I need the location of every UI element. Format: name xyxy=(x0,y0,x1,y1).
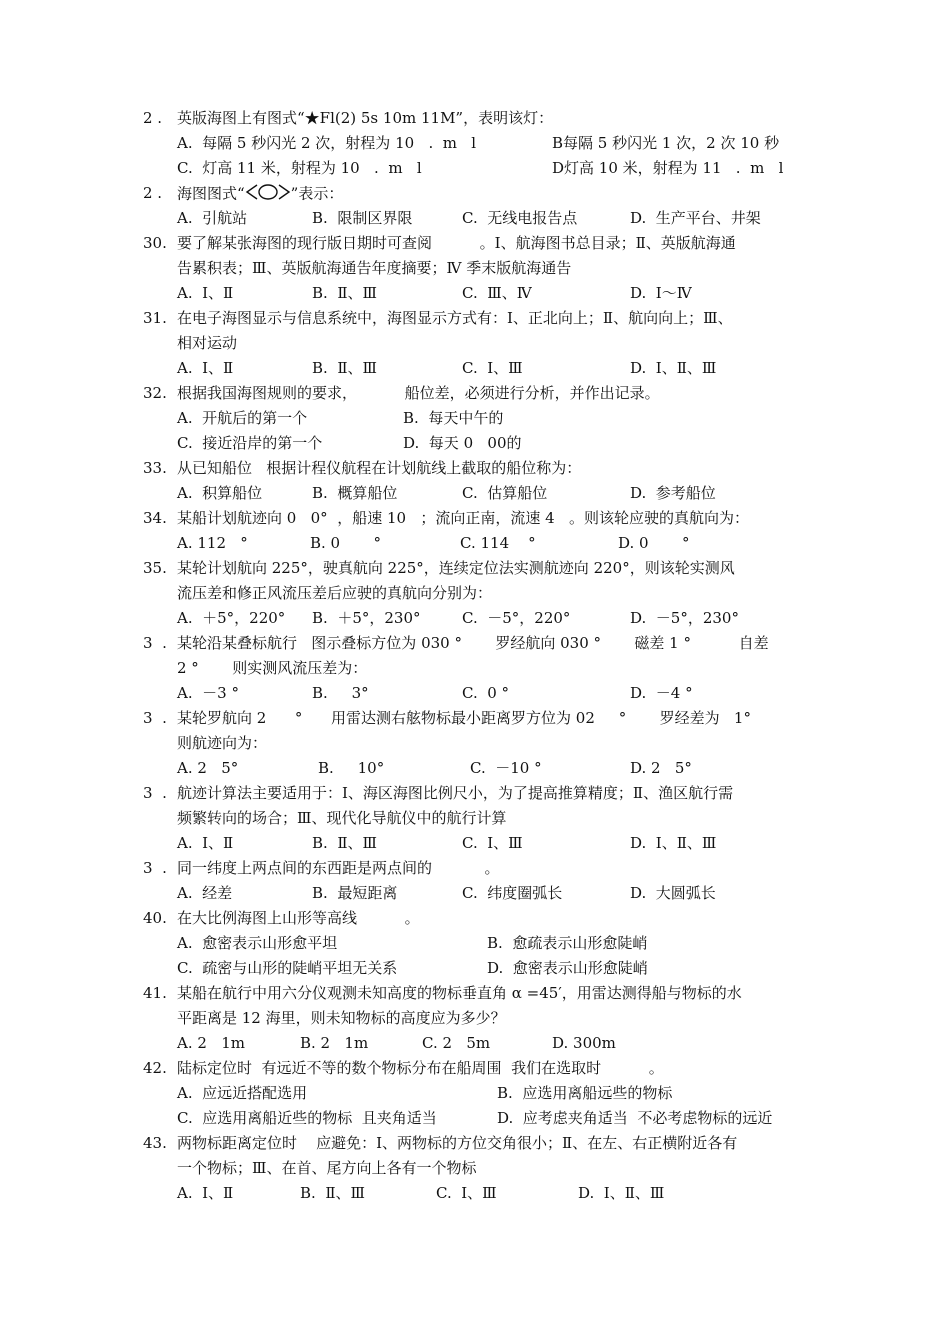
answer-option[interactable]: B. ＋5°，230° xyxy=(312,609,421,627)
question-stem: 要了解某张海图的现行版日期时可查阅 。Ⅰ、航海图书总目录；Ⅱ、英版航海通 xyxy=(177,234,736,252)
question-stem: 两物标距离定位时 应避免：Ⅰ、两物标的方位交角很小；Ⅱ、在左、右正横附近各有 xyxy=(177,1134,738,1152)
question-number: 42. xyxy=(143,1059,167,1077)
answer-option[interactable]: B. Ⅱ、Ⅲ xyxy=(312,359,377,377)
answer-option[interactable]: D. 2 5° xyxy=(630,759,692,777)
answer-option[interactable]: B. 3° xyxy=(312,684,369,702)
answer-option[interactable]: C. －10 ° xyxy=(470,759,542,777)
question-stem: 相对运动 xyxy=(177,334,238,352)
answer-option[interactable]: B. 10° xyxy=(318,759,385,777)
answer-option[interactable]: C. 接近沿岸的第一个 xyxy=(177,434,323,452)
answer-option[interactable]: D. 参考船位 xyxy=(630,484,716,502)
question-number: 34. xyxy=(143,509,167,527)
answer-option[interactable]: D. Ⅰ、Ⅱ、Ⅲ xyxy=(578,1184,665,1202)
answer-option[interactable]: A. 每隔 5 秒闪光 2 次，射程为 10 . m l xyxy=(177,134,477,152)
chart-symbol-icon xyxy=(245,183,291,206)
answer-option[interactable]: C. 114 ° xyxy=(460,534,536,552)
answer-option[interactable]: B. Ⅱ、Ⅲ xyxy=(300,1184,365,1202)
answer-option[interactable]: B. 2 1m xyxy=(300,1034,369,1052)
answer-option[interactable]: C. Ⅰ、Ⅲ xyxy=(462,359,523,377)
question-stem: 在大比例海图上山形等高线 。 xyxy=(177,909,420,927)
answer-option[interactable]: C. 应选用离船近些的物标 且夹角适当 xyxy=(177,1109,437,1127)
question-number: 2 . xyxy=(143,109,163,127)
answer-option[interactable]: D. Ⅰ～Ⅳ xyxy=(630,284,692,302)
answer-option[interactable]: B. 0 ° xyxy=(310,534,381,552)
answer-option[interactable]: B. 愈疏表示山形愈陡峭 xyxy=(487,934,648,952)
answer-option[interactable]: A. 积算船位 xyxy=(177,484,263,502)
stem-text: ”表示： xyxy=(290,184,344,203)
answer-option[interactable]: C. 估算船位 xyxy=(462,484,548,502)
answer-option[interactable]: C. 灯高 11 米，射程为 10 . m l xyxy=(177,159,422,177)
question-stem: 根据我国海图规则的要求， 船位差，必须进行分析，并作出记录。 xyxy=(177,384,660,402)
question-stem: 某船计划航迹向 0 0° ，船速 10 ；流向正南，流速 4 。则该轮应驶的真航向为： xyxy=(177,509,749,527)
answer-option[interactable]: A. －3 ° xyxy=(177,684,239,702)
question-number: 3 . xyxy=(143,709,167,727)
question-stem: 某轮计划航向 225°，驶真航向 225°，连续定位法实测航迹向 220°，则该轮实测风 xyxy=(177,559,735,577)
question-stem: 2 ° 则实测风流压差为： xyxy=(177,659,368,677)
question-stem: 流压差和修正风流压差后应驶的真航向分别为： xyxy=(177,584,493,602)
question-stem: 英版海图上有图式“★Fl(2) 5s 10m 11M”，表明该灯： xyxy=(177,109,554,127)
answer-option[interactable]: D. Ⅰ、Ⅱ、Ⅲ xyxy=(630,359,717,377)
answer-option[interactable]: B每隔 5 秒闪光 1 次，2 次 10 秒 xyxy=(552,134,780,152)
answer-option[interactable]: D. 应考虑夹角适当 不必考虑物标的远近 xyxy=(497,1109,773,1127)
stem-text: 海图图式“ xyxy=(177,184,245,203)
answer-option[interactable]: A. Ⅰ、Ⅱ xyxy=(177,834,234,852)
question-number: 3 . xyxy=(143,784,167,802)
answer-option[interactable]: A. 112 ° xyxy=(177,534,248,552)
answer-option[interactable]: D. 生产平台、井架 xyxy=(630,209,761,227)
answer-option[interactable]: C. 无线电报告点 xyxy=(462,209,578,227)
answer-option[interactable]: C. 0 ° xyxy=(462,684,510,702)
question-stem: 某轮沿某叠标航行 图示叠标方位为 030 ° 罗经航向 030 ° 磁差 1 ° 自差 xyxy=(177,634,769,652)
answer-option[interactable]: C. －5°，220° xyxy=(462,609,571,627)
question-stem: 某船在航行中用六分仪观测未知高度的物标垂直角 α =45′，用雷达测得船与物标的水 xyxy=(177,984,742,1002)
question-stem: 平距离是 12 海里，则未知物标的高度应为多少？ xyxy=(177,1009,506,1027)
question-stem: 则航迹向为： xyxy=(177,734,268,752)
question-stem: 一个物标；Ⅲ、在首、尾方向上各有一个物标 xyxy=(177,1159,477,1177)
answer-option[interactable]: A. 开航后的第一个 xyxy=(177,409,308,427)
answer-option[interactable]: C. 疏密与山形的陡峭平坦无关系 xyxy=(177,959,398,977)
answer-option[interactable]: B. 每天中午的 xyxy=(403,409,504,427)
question-number: 40. xyxy=(143,909,167,927)
question-stem xyxy=(177,183,343,203)
question-stem: 在电子海图显示与信息系统中，海图显示方式有：Ⅰ、正北向上；Ⅱ、航向向上；Ⅲ、 xyxy=(177,309,733,327)
answer-option[interactable]: A. 愈密表示山形愈平坦 xyxy=(177,934,338,952)
answer-option[interactable]: B. 概算船位 xyxy=(312,484,398,502)
answer-option[interactable]: B. 限制区界限 xyxy=(312,209,413,227)
answer-option[interactable]: C. Ⅰ、Ⅲ xyxy=(436,1184,497,1202)
answer-option[interactable]: A. 引航站 xyxy=(177,209,248,227)
question-number: 3 . xyxy=(143,859,167,877)
answer-option[interactable]: A. ＋5°，220° xyxy=(177,609,286,627)
answer-option[interactable]: D. Ⅰ、Ⅱ、Ⅲ xyxy=(630,834,717,852)
answer-option[interactable]: D. 0 ° xyxy=(618,534,690,552)
question-stem: 从已知船位 根据计程仪航程在计划航线上截取的船位称为： xyxy=(177,459,582,477)
question-number: 43. xyxy=(143,1134,167,1152)
question-stem: 同一纬度上两点间的东西距是两点间的 。 xyxy=(177,859,500,877)
question-stem: 告累积表；Ⅲ、英版航海通告年度摘要；Ⅳ 季末版航海通告 xyxy=(177,259,572,277)
answer-option[interactable]: A. 2 1m xyxy=(177,1034,245,1052)
answer-option[interactable]: D. 300m xyxy=(552,1034,616,1052)
answer-option[interactable]: D. 大圆弧长 xyxy=(630,884,716,902)
answer-option[interactable]: C. Ⅲ、Ⅳ xyxy=(462,284,532,302)
question-number: 35. xyxy=(143,559,167,577)
question-number: 3 . xyxy=(143,634,167,652)
answer-option[interactable]: A. Ⅰ、Ⅱ xyxy=(177,284,234,302)
question-stem: 某轮罗航向 2 ° 用雷达测右舷物标最小距离罗方位为 02 ° 罗经差为 1° xyxy=(177,709,751,727)
answer-option[interactable]: B. 最短距离 xyxy=(312,884,398,902)
question-number: 2 . xyxy=(143,184,163,202)
answer-option[interactable]: B. Ⅱ、Ⅲ xyxy=(312,284,377,302)
answer-option[interactable]: C. 2 5m xyxy=(422,1034,491,1052)
answer-option[interactable]: D. 愈密表示山形愈陡峭 xyxy=(487,959,648,977)
answer-option[interactable]: B. Ⅱ、Ⅲ xyxy=(312,834,377,852)
answer-option[interactable]: D. －5°，230° xyxy=(630,609,739,627)
answer-option[interactable]: D. 每天 0 00的 xyxy=(403,434,522,452)
answer-option[interactable]: A. 经差 xyxy=(177,884,233,902)
question-stem: 陆标定位时 有远近不等的数个物标分布在船周围 我们在选取时 。 xyxy=(177,1059,664,1077)
question-number: 41. xyxy=(143,984,167,1002)
question-stem: 频繁转向的场合；Ⅲ、现代化导航仪中的航行计算 xyxy=(177,809,507,827)
question-number: 33. xyxy=(143,459,167,477)
answer-option[interactable]: A. 应远近搭配选用 xyxy=(177,1084,308,1102)
answer-option[interactable]: C. 纬度圈弧长 xyxy=(462,884,563,902)
answer-option[interactable]: A. 2 5° xyxy=(177,759,239,777)
answer-option[interactable]: C. Ⅰ、Ⅲ xyxy=(462,834,523,852)
question-number: 32. xyxy=(143,384,167,402)
answer-option[interactable]: D灯高 10 米，射程为 11 . m l xyxy=(552,159,784,177)
question-number: 30. xyxy=(143,234,167,252)
question-number: 31. xyxy=(143,309,167,327)
question-stem: 航迹计算法主要适用于：Ⅰ、海区海图比例尺小，为了提高推算精度；Ⅱ、渔区航行需 xyxy=(177,784,734,802)
answer-option[interactable]: A. Ⅰ、Ⅱ xyxy=(177,359,234,377)
answer-option[interactable]: D. －4 ° xyxy=(630,684,693,702)
answer-option[interactable]: A. Ⅰ、Ⅱ xyxy=(177,1184,234,1202)
answer-option[interactable]: B. 应选用离船远些的物标 xyxy=(497,1084,673,1102)
